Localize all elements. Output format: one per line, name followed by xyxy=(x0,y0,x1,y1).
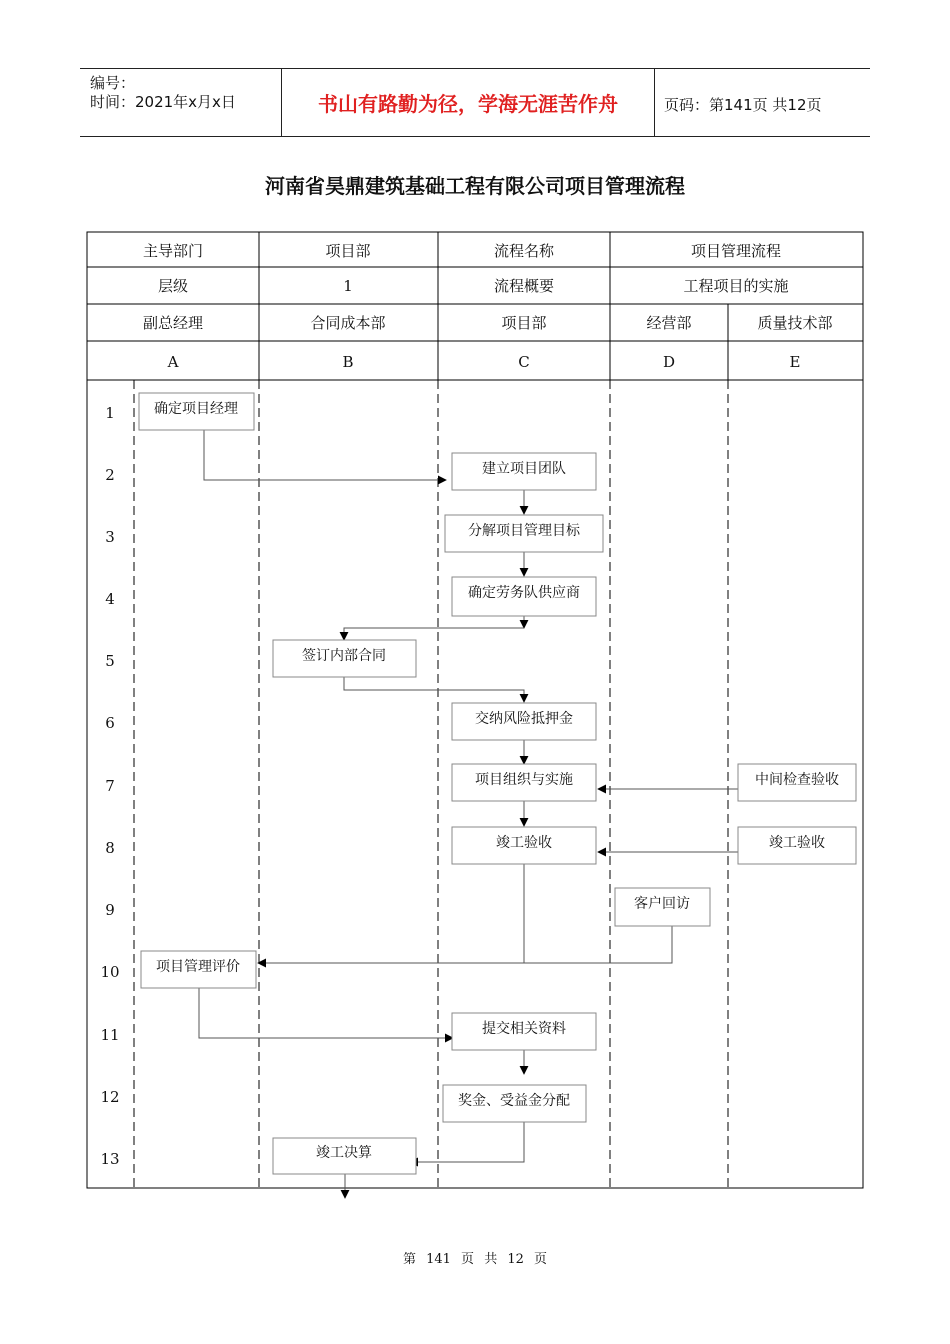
lane-letter-e: E xyxy=(789,353,801,371)
page-number-label: 页码：第141页 共12页 xyxy=(664,96,822,114)
lane-letter-b: B xyxy=(342,353,354,371)
step-box xyxy=(273,1138,416,1174)
step-label: 客户回访 xyxy=(634,896,690,912)
step-label: 确定项目经理 xyxy=(154,401,238,417)
row-number: 2 xyxy=(105,466,115,484)
document-title: 河南省昊鼎建筑基础工程有限公司项目管理流程 xyxy=(265,174,685,198)
step-label: 分解项目管理目标 xyxy=(468,523,580,539)
step-box xyxy=(452,703,596,740)
doc-time-label: 时间：2021年x月x日 xyxy=(90,93,236,111)
row-number: 13 xyxy=(100,1150,120,1168)
step-label: 中间检查验收 xyxy=(755,772,839,788)
step-box xyxy=(452,1013,596,1050)
step-box xyxy=(443,1085,586,1122)
step-box xyxy=(452,827,596,864)
row-number: 3 xyxy=(105,528,115,546)
step-label: 提交相关资料 xyxy=(482,1021,566,1037)
step-box xyxy=(273,640,416,677)
step-label: 项目组织与实施 xyxy=(475,772,573,788)
step-label: 确定劳务队供应商 xyxy=(468,585,580,601)
lane-name-c: 项目部 xyxy=(501,314,547,332)
doc-code-label: 编号： xyxy=(90,74,136,92)
step-box xyxy=(141,951,256,988)
row-number: 12 xyxy=(100,1088,120,1106)
lane-letter-c: C xyxy=(518,353,530,371)
level-value: 1 xyxy=(343,277,353,295)
connector xyxy=(410,1122,524,1162)
row-number: 6 xyxy=(105,714,115,732)
step-label: 竣工决算 xyxy=(316,1145,372,1161)
summary-value: 工程项目的实施 xyxy=(683,277,789,295)
row-number: 5 xyxy=(105,652,115,670)
step-box xyxy=(738,827,856,864)
step-box xyxy=(452,764,596,801)
row-number: 9 xyxy=(105,901,115,919)
step-box xyxy=(139,393,254,430)
row-number: 11 xyxy=(100,1026,120,1044)
step-label: 建立项目团队 xyxy=(482,461,566,477)
flow-name-label: 流程名称 xyxy=(493,242,555,260)
connector xyxy=(199,988,453,1038)
flow-name-value: 项目管理流程 xyxy=(690,242,782,260)
lane-name-b: 合同成本部 xyxy=(310,314,386,332)
row-number: 8 xyxy=(105,839,115,857)
step-label: 竣工验收 xyxy=(769,835,825,851)
lane-name-e: 质量技术部 xyxy=(757,314,833,332)
step-label: 竣工验收 xyxy=(496,835,552,851)
step-box xyxy=(738,764,856,801)
lead-dept-value: 项目部 xyxy=(325,242,371,260)
row-number: 4 xyxy=(105,590,115,608)
lane-name-a: 副总经理 xyxy=(142,314,204,332)
connector xyxy=(344,677,524,702)
lane-name-d: 经营部 xyxy=(646,314,692,332)
connector xyxy=(204,430,446,480)
connector xyxy=(344,628,524,640)
step-box xyxy=(452,577,596,616)
lead-dept-label: 主导部门 xyxy=(142,242,204,260)
step-label: 签订内部合同 xyxy=(302,648,386,664)
row-number: 10 xyxy=(100,963,120,981)
level-label: 层级 xyxy=(157,277,189,295)
step-label: 奖金、受益金分配 xyxy=(458,1093,570,1109)
lane-letter-a: A xyxy=(167,353,179,371)
lane-letter-d: D xyxy=(662,353,676,371)
row-number: 1 xyxy=(105,404,115,422)
step-label: 交纳风险抵押金 xyxy=(475,711,573,727)
step-label: 项目管理评价 xyxy=(156,959,240,975)
summary-label: 流程概要 xyxy=(493,277,555,295)
step-box xyxy=(445,515,603,552)
row-number: 7 xyxy=(105,777,115,795)
slogan: 书山有路勤为径，学海无涯苦作舟 xyxy=(318,92,618,116)
step-box xyxy=(452,453,596,490)
lane-dividers xyxy=(134,380,728,1188)
step-box xyxy=(615,888,710,926)
page-footer: 第 141 页 共 12 页 xyxy=(402,1252,548,1267)
